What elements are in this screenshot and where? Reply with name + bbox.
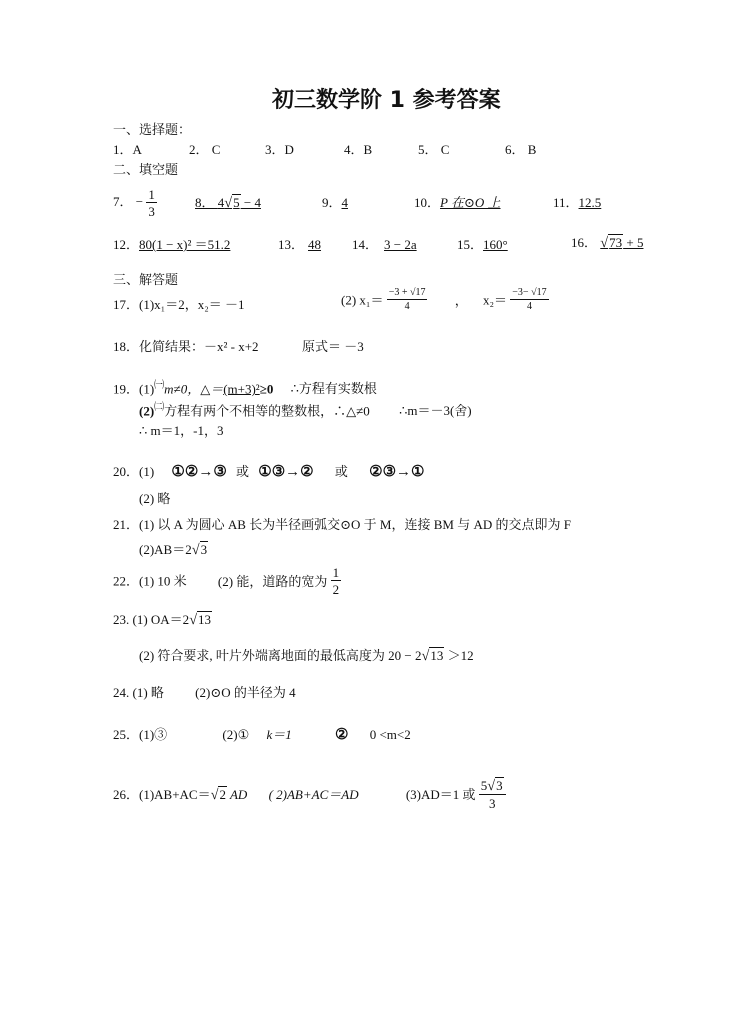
sqrt-symbol: √ — [191, 542, 200, 558]
sqrt-symbol: √ — [210, 786, 219, 803]
option-b: ①③→② — [258, 464, 314, 480]
fraction-x1 — [387, 288, 428, 312]
answer-q22 — [113, 566, 341, 596]
circled-number: ㈠ — [154, 380, 165, 391]
part-label: (2) — [139, 403, 155, 419]
coefficient: 4 — [217, 195, 225, 210]
k-value: k＝1 — [266, 727, 292, 742]
question-number: 9． — [322, 195, 342, 210]
numerator: −3 + √17 — [388, 287, 426, 298]
question-number: 14． — [352, 237, 379, 252]
answer-q14 — [352, 238, 423, 251]
question-number: 19．(1) — [113, 381, 155, 397]
answer-value: 12.5 — [578, 195, 602, 210]
numerator: 1 — [148, 187, 155, 202]
part-1: 24. (1) 略 — [113, 685, 164, 700]
coefficient: 5 — [480, 778, 488, 793]
denominator: 3 — [148, 204, 155, 219]
answer-q4: 4．B — [344, 142, 373, 157]
answer-q25 — [113, 728, 411, 743]
option-a: ①②→③ — [171, 464, 227, 480]
answer-q24 — [113, 686, 296, 699]
answer-q5: 5． C — [418, 142, 450, 157]
question-number: 16． — [571, 235, 598, 250]
answer-q21-line2 — [139, 543, 208, 557]
answer-value: 4 — [341, 195, 349, 210]
inequality: ≥0 — [259, 381, 274, 397]
sqrt-symbol: √ — [487, 778, 496, 794]
radicand: 13 — [198, 612, 212, 627]
question-number: 8． — [195, 195, 215, 210]
section-heading-fill: 二、填空题 — [113, 162, 179, 177]
radicand: 3 — [496, 778, 503, 793]
ad-text: AD — [226, 786, 248, 802]
part-1 — [113, 787, 247, 802]
answer-value: P 在⊙O 上 — [440, 195, 501, 210]
sqrt-symbol: √ — [421, 648, 430, 664]
answer-value: 80(1 − x)² ＝51.2 — [139, 237, 231, 252]
inequality: ＞12 — [444, 648, 474, 663]
page-title: 初三数学阶 1 参考答案 — [272, 88, 501, 113]
answer-q23-line2 — [139, 649, 474, 663]
numerator: 1 — [332, 565, 340, 580]
part-2: (2)⊙O 的半径为 4 — [195, 685, 296, 700]
or-text: 或 — [236, 464, 250, 479]
sqrt-symbol: √ — [600, 235, 609, 251]
answer-q21-line1: 21．(1) 以 A 为圆心 AB 长为半径画弧交⊙O 于 M，连接 BM 与 AD 的交点即为 F — [113, 517, 571, 532]
conclusion: ∴m＝－3(舍) — [399, 403, 472, 419]
fraction — [331, 566, 342, 596]
statement: 23. (1) OA＝2 — [113, 612, 190, 627]
denominator: 2 — [332, 582, 340, 597]
part-2: (2) 能，道路的宽为 — [217, 573, 328, 589]
answer-q12 — [113, 238, 230, 251]
answer-q1: 1．A — [113, 142, 142, 157]
answer-value: 3 − 2a — [384, 237, 417, 252]
fraction — [146, 188, 157, 218]
answer-q7 — [113, 188, 157, 218]
or-text: 或 — [334, 464, 348, 479]
separator: ， — [454, 292, 468, 308]
answer-q9 — [322, 196, 348, 209]
range: 0 <m<2 — [369, 727, 411, 742]
denominator: 3 — [479, 794, 506, 810]
fraction — [479, 779, 506, 810]
answer-q19-line1 — [113, 381, 377, 395]
part-2: (2)① — [222, 727, 250, 742]
answer-q6: 6． B — [505, 142, 537, 157]
answer-q20-line2: (2) 略 — [139, 491, 171, 506]
part-2: ( 2)AB+AC＝AD — [268, 787, 359, 803]
answer-q10 — [414, 196, 501, 209]
question-number: 10． — [414, 195, 441, 210]
section-heading-choice: 一、选择题： — [113, 122, 192, 137]
statement: (2) 符合要求, 叶片外端离地面的最低高度为 20 − 2 — [139, 648, 422, 663]
answer-value: 48 — [308, 237, 322, 252]
answer-q17-part1: 17．(1)x₁＝2，x₂＝ －1 — [113, 297, 245, 312]
circled-number: ㈡ — [154, 402, 165, 413]
question-number: 7． — [113, 193, 133, 209]
answer-q17-part2 — [341, 288, 549, 312]
answer-value: 160° — [483, 237, 508, 252]
statement: 方程有两个不相等的整数根，∴△≠0 — [164, 403, 370, 419]
question-number: 15． — [457, 237, 484, 252]
answer-q3: 3．D — [265, 142, 294, 157]
radicand: 2 — [219, 786, 226, 802]
radicand: 13 — [430, 648, 444, 663]
part-1: 25．(1)③ — [113, 727, 168, 742]
answer-q2: 2． C — [189, 142, 221, 157]
answer-q19-line2 — [139, 403, 472, 417]
statement: 26．(1)AB+AC＝ — [113, 786, 211, 802]
part-1: 22．(1) 10 米 — [113, 573, 187, 589]
answer-q26 — [113, 779, 506, 810]
option-c: ②③→① — [369, 464, 425, 480]
label-x2: x₂＝ — [483, 292, 508, 308]
constant: + 5 — [623, 235, 644, 250]
sqrt-symbol: √ — [224, 195, 233, 211]
condition: m≠0，△＝ — [164, 381, 224, 397]
question-number: 12． — [113, 237, 140, 252]
radicand: 3 — [200, 542, 208, 557]
numerator: −3− √17 — [512, 287, 547, 298]
discriminant: (m+3)² — [223, 381, 260, 397]
question-number: 11． — [553, 195, 579, 210]
numerator — [479, 779, 506, 794]
answer-q23-line1 — [113, 613, 212, 627]
answer-q16 — [571, 236, 643, 250]
answer-q20-line1 — [113, 465, 424, 480]
section-heading-solve: 三、解答题 — [113, 272, 179, 287]
answer-q13 — [278, 238, 327, 251]
conclusion: ∴方程有实数根 — [290, 381, 377, 397]
fraction-x2 — [510, 288, 548, 312]
denominator: 4 — [387, 299, 428, 312]
constant: − 4 — [240, 195, 261, 210]
answer-q18-original: 原式＝ －3 — [302, 339, 364, 354]
answer-q8 — [195, 196, 261, 210]
denominator: 4 — [510, 299, 548, 312]
radicand: 73 — [609, 235, 623, 250]
question-number: 13． — [278, 237, 305, 252]
answer-q19-line3: ∴ m＝1，-1，3 — [139, 423, 224, 438]
radicand: 5 — [233, 195, 240, 210]
sqrt-symbol: √ — [189, 612, 198, 628]
statement: (2)AB＝2 — [139, 542, 192, 557]
minus-sign: − — [135, 193, 144, 209]
answer-q11 — [553, 196, 629, 209]
answer-value — [600, 235, 643, 250]
part-3: (3)AD＝1 或 — [405, 787, 476, 803]
answer-q15 — [457, 238, 508, 251]
part-2-sub: ② — [335, 727, 349, 743]
question-number: 20．(1) — [113, 464, 155, 479]
label-x1: (2) x₁＝ — [341, 292, 384, 308]
answer-q18: 18．化简结果：－x² - x+2 — [113, 339, 259, 354]
